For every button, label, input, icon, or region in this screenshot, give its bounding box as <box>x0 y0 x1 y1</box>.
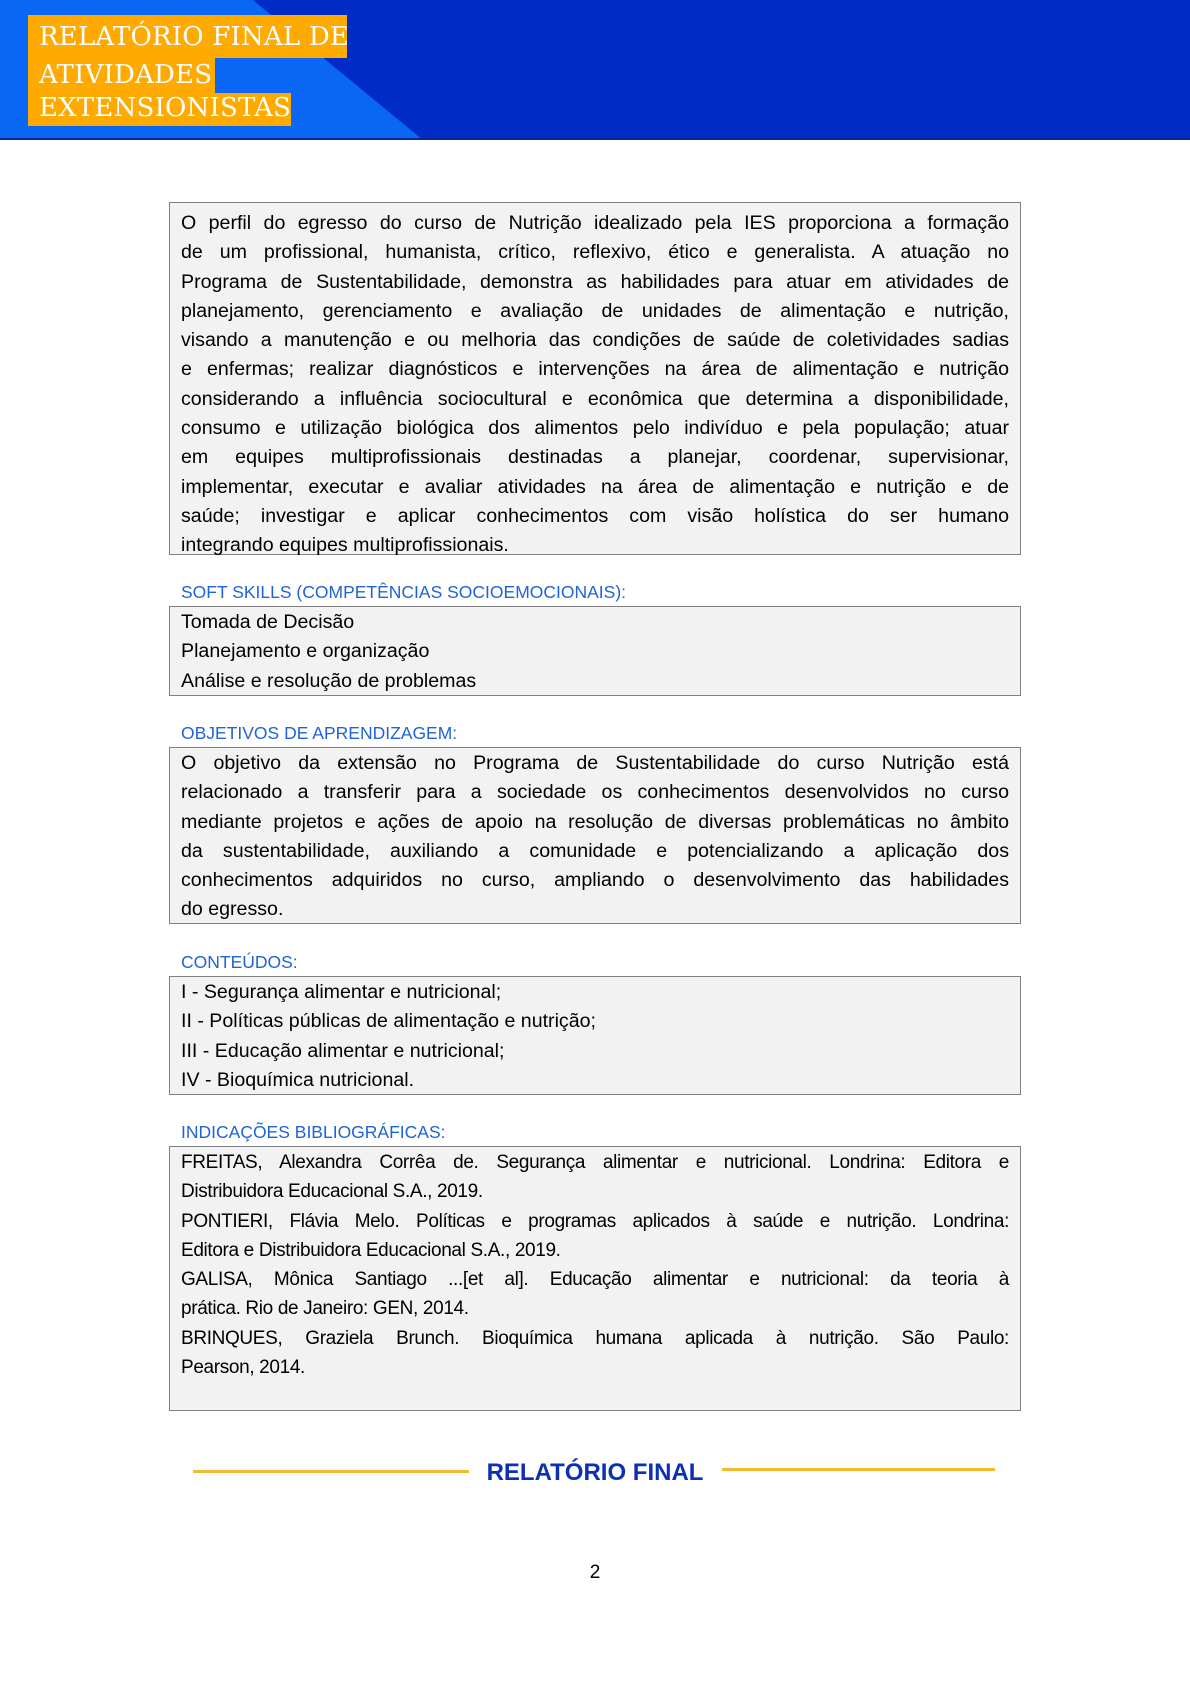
header-title-line-1: RELATÓRIO FINAL DE <box>28 15 347 58</box>
profile-line: O perfil do egresso do curso de Nutrição idealizado pela IES proporciona a formação <box>181 212 1009 234</box>
profile-line: de um profissional, humanista, crítico, reflexivo, ético e generalista. A atuação no <box>181 241 1009 264</box>
header-title-line-3: EXTENSIONISTAS <box>28 93 291 126</box>
page-number: 2 <box>589 1562 601 1583</box>
bibliography-line: Editora e Distribuidora Educacional S.A., 2019. <box>181 1239 561 1261</box>
objectives-line: relacionado a transferir para a sociedade os conhecimentos desenvolvidos no curso <box>181 781 1009 804</box>
profile-line: planejamento, gerenciamento e avaliação de unidades de alimentação e nutrição, <box>181 299 1009 322</box>
header-bottom-edge <box>0 138 1190 140</box>
final-report-heading: RELATÓRIO FINAL <box>486 1459 704 1486</box>
objectives-line: da sustentabilidade, auxiliando a comunidade e potencializando a aplicação dos <box>181 839 1009 862</box>
objectives-line: conhecimentos adquiridos no curso, ampliando o desenvolvimento das habilidades <box>181 869 1009 892</box>
soft-skills-heading: SOFT SKILLS (COMPETÊNCIAS SOCIOEMOCIONAIS): <box>181 582 627 602</box>
content-item: II - Políticas públicas de alimentação e nutrição; <box>181 1010 596 1033</box>
bibliography-heading: INDICAÇÕES BIBLIOGRÁFICAS: <box>181 1122 446 1142</box>
content-item: IV - Bioquímica nutricional. <box>181 1068 415 1091</box>
egress-profile-box <box>169 202 1021 555</box>
header-title-line-2: ATIVIDADES <box>28 58 215 93</box>
profile-line: Programa de Sustentabilidade, demonstra as habilidades para atuar em atividades de <box>181 270 1009 293</box>
soft-skills-box <box>169 606 1021 696</box>
objectives-line: O objetivo da extensão no Programa de Sustentabilidade do curso Nutrição está <box>181 752 1009 774</box>
content-item: III - Educação alimentar e nutricional; <box>181 1039 505 1062</box>
profile-line: saúde; investigar e aplicar conhecimentos com visão holística do ser humano <box>181 504 1009 527</box>
bibliography-box <box>169 1146 1021 1411</box>
contents-heading: CONTEÚDOS: <box>181 952 298 972</box>
profile-line: implementar, executar e avaliar atividades na área de alimentação e nutrição e de <box>181 475 1009 498</box>
learning-objectives-heading: OBJETIVOS DE APRENDIZAGEM: <box>181 723 458 743</box>
bibliography-line: prática. Rio de Janeiro: GEN, 2014. <box>181 1298 469 1320</box>
bibliography-line: FREITAS, Alexandra Corrêa de. Segurança alimentar e nutricional. Londrina: Editora e <box>181 1152 1009 1173</box>
profile-line: em equipes multiprofissionais destinadas a planejar, coordenar, supervisionar, <box>181 446 1009 469</box>
profile-line: consumo e utilização biológica dos alimentos pelo indivíduo e pela população; atuar <box>181 417 1009 440</box>
content-item: I - Segurança alimentar e nutricional; <box>181 981 502 1003</box>
bibliography-line: Pearson, 2014. <box>181 1357 305 1379</box>
profile-line: e enfermas; realizar diagnósticos e intervenções na área de alimentação e nutrição <box>181 358 1009 381</box>
profile-line: considerando a influência sociocultural e econômica que determina a disponibilidade, <box>181 387 1009 410</box>
objectives-line: mediante projetos e ações de apoio na resolução de diversas problemáticas no âmbito <box>181 810 1009 833</box>
objectives-line: do egresso. <box>181 898 284 921</box>
bibliography-line: PONTIERI, Flávia Melo. Políticas e programas aplicados à saúde e nutrição. Londrina: <box>181 1210 1009 1232</box>
left-divider-line <box>193 1470 469 1473</box>
contents-box <box>169 976 1021 1095</box>
soft-skill-item: Tomada de Decisão <box>181 611 355 633</box>
bibliography-line: Distribuidora Educacional S.A., 2019. <box>181 1181 483 1203</box>
profile-line: visando a manutenção e ou melhoria das condições de saúde de coletividades sadias <box>181 329 1009 352</box>
soft-skill-item: Análise e resolução de problemas <box>181 669 477 692</box>
bibliography-line: BRINQUES, Graziela Brunch. Bioquímica humana aplicada à nutrição. São Paulo: <box>181 1327 1009 1349</box>
right-divider-line <box>722 1468 995 1471</box>
page-header-banner <box>0 0 1190 140</box>
profile-line: integrando equipes multiprofissionais. <box>181 534 509 557</box>
bibliography-line: GALISA, Mônica Santiago ...[et al]. Educação alimentar e nutricional: da teoria à <box>181 1269 1009 1291</box>
learning-objectives-box <box>169 747 1021 924</box>
soft-skill-item: Planejamento e organização <box>181 640 430 663</box>
